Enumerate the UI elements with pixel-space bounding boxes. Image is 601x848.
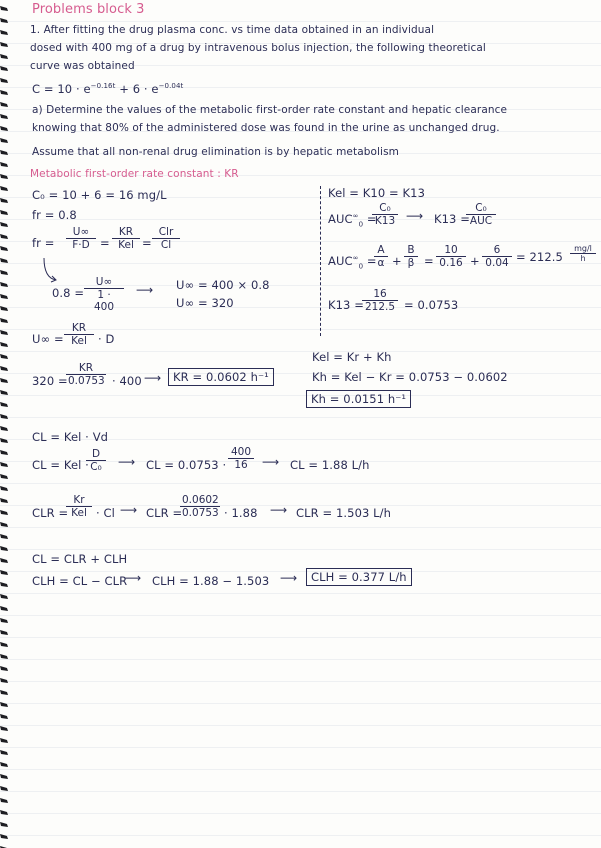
spiral-ring (0, 678, 8, 683)
fr-lhs: fr = (32, 236, 55, 250)
arrow-icon: ⟶ (406, 209, 424, 223)
spiral-ring (0, 234, 8, 239)
problem-number: 1. (30, 24, 41, 36)
kel-sum: Kel = Kr + Kh (312, 350, 392, 364)
fraction: $\frac{U\infty}{1 \cdot 400}$ (84, 276, 124, 313)
spiral-ring (0, 786, 8, 791)
spiral-ring (0, 294, 8, 299)
spiral-ring (0, 522, 8, 527)
u-result-1: U∞ = 400 × 0.8 (176, 278, 270, 292)
problem-line-1: 1. After fitting the drug plasma conc. vs time data obtained in an individual (30, 24, 435, 36)
auc-lhs: $AUC^\infty_0$ = (328, 212, 377, 229)
fraction: Kr Kel (66, 494, 92, 519)
spiral-ring (0, 114, 8, 119)
column-divider (320, 186, 321, 336)
problem-line-3: curve was obtained (30, 60, 135, 72)
spiral-ring (0, 54, 8, 59)
spiral-ring (0, 138, 8, 143)
k13-2-lhs: K13 = (328, 298, 364, 312)
auc2-lhs: $AUC^\infty_0$ = (328, 254, 377, 271)
clr-mid3: · 1.88 (224, 506, 258, 520)
spiral-ring (0, 438, 8, 443)
spiral-ring (0, 666, 8, 671)
kr-lhs: 320 = (32, 374, 68, 388)
spiral-ring (0, 306, 8, 311)
arrow-icon: ⟶ (144, 371, 162, 385)
kh-line: Kh = Kel − Kr = 0.0753 − 0.0602 (312, 370, 508, 384)
cl-sum: CL = CLR + CLH (32, 552, 128, 566)
solution-heading: Metabolic first-order rate constant : KR (30, 168, 239, 180)
question-a-line-3: Assume that all non-renal drug elimination is by hepatic metabolism (32, 146, 399, 158)
arrow-icon: ⟶ (270, 503, 288, 517)
fraction: $\frac{\text{C₀}}{K13}$ (372, 202, 398, 227)
spiral-ring (0, 354, 8, 359)
spiral-ring (0, 714, 8, 719)
spiral-ring (0, 510, 8, 515)
uinf-lhs: U∞ = (32, 332, 64, 346)
fraction: $\frac{16}{212.5}$ (362, 288, 398, 313)
spiral-ring (0, 498, 8, 503)
spiral-ring (0, 342, 8, 347)
spiral-ring (0, 462, 8, 467)
spiral-ring (0, 186, 8, 191)
spiral-ring (0, 810, 8, 815)
kr-result-box: KR = 0.0602 h⁻¹ (168, 368, 274, 386)
fraction: Clr Cl (152, 226, 180, 251)
cl-line: CL = Kel · Vd (32, 430, 109, 444)
spiral-ring (0, 654, 8, 659)
plus-sign: + (470, 254, 480, 268)
spiral-ring (0, 702, 8, 707)
plus-sign: + (392, 254, 402, 268)
spiral-ring (0, 378, 8, 383)
clr-lhs: CLR = (32, 506, 69, 520)
spiral-ring (0, 318, 8, 323)
spiral-ring (0, 102, 8, 107)
uinf-rhs: · D (98, 332, 115, 346)
spiral-ring (0, 558, 8, 563)
spiral-ring (0, 390, 8, 395)
spiral-ring (0, 66, 8, 71)
spiral-ring (0, 726, 8, 731)
spiral-ring (0, 798, 8, 803)
spiral-ring (0, 414, 8, 419)
fraction: $\frac{10}{0.16}$ (436, 244, 466, 269)
spiral-ring (0, 210, 8, 215)
fraction: $\frac{6}{0.04}$ (482, 244, 512, 269)
spiral-ring (0, 246, 8, 251)
spiral-ring (0, 450, 8, 455)
auc2-result: = 212.5 (516, 250, 563, 264)
spiral-ring (0, 174, 8, 179)
spiral-ring (0, 534, 8, 539)
spiral-ring (0, 330, 8, 335)
arrow-icon: ⟶ (124, 571, 142, 585)
cl2-mid: CL = 0.0753 · (146, 458, 227, 472)
spiral-ring (0, 162, 8, 167)
clr-result: CLR = 1.503 L/h (296, 506, 392, 520)
fraction: C₀ AUC (466, 202, 496, 227)
spiral-ring (0, 258, 8, 263)
spiral-ring (0, 474, 8, 479)
spiral-ring (0, 570, 8, 575)
kel-line: Kel = K10 = K13 (328, 186, 425, 200)
spiral-ring (0, 90, 8, 95)
spiral-ring (0, 222, 8, 227)
spiral-ring (0, 198, 8, 203)
spiral-ring (0, 6, 8, 11)
fraction: KR Kel (112, 226, 140, 251)
spiral-ring (0, 402, 8, 407)
fraction: $\frac{D}{\text{C₀}}$ (86, 448, 106, 473)
spiral-ring (0, 630, 8, 635)
equals-sign: = (424, 254, 434, 268)
spiral-ring (0, 834, 8, 839)
arrow-icon: ⟶ (136, 283, 154, 297)
u-result-2: U∞ = 320 (176, 296, 234, 310)
clr-mid2: CLR = (146, 506, 183, 520)
spiral-ring (0, 774, 8, 779)
spiral-binding (0, 0, 14, 848)
clh-mid: CLH = 1.88 − 1.503 (152, 574, 270, 588)
curve-equation: $C = 10 \cdot e^{-0.16t} + 6 \cdot e^{-0.04t}$ (32, 82, 184, 96)
page-title: Problems block 3 (32, 2, 145, 17)
spiral-ring (0, 750, 8, 755)
arrow-icon: ⟶ (262, 455, 280, 469)
unit-fraction: $\frac{mg/l}{h}$ (570, 244, 596, 263)
cl2-lhs: CL = Kel · (32, 458, 89, 472)
spiral-ring (0, 486, 8, 491)
cl2-result: CL = 1.88 L/h (290, 458, 370, 472)
curved-arrow-icon (40, 256, 60, 284)
problem-line-2: dosed with 400 mg of a drug by intravenous bolus injection, the following theoretical (30, 42, 486, 54)
clh-result-box: CLH = 0.377 L/h (306, 568, 412, 586)
spiral-ring (0, 594, 8, 599)
fr-line: fr = 0.8 (32, 208, 77, 222)
fraction: $\frac{0.0602}{0.0753}$ (182, 494, 219, 519)
spiral-ring (0, 30, 8, 35)
spiral-ring (0, 822, 8, 827)
spiral-ring (0, 618, 8, 623)
spiral-ring (0, 150, 8, 155)
spiral-ring (0, 366, 8, 371)
spiral-ring (0, 642, 8, 647)
kr-mid: · 400 (112, 374, 142, 388)
arrow-icon: ⟶ (118, 455, 136, 469)
spiral-ring (0, 738, 8, 743)
k13-lhs: K13 = (434, 212, 470, 226)
spiral-ring (0, 546, 8, 551)
spiral-ring (0, 78, 8, 83)
arrow-icon: ⟶ (280, 571, 298, 585)
fraction: $\frac{A}{\alpha}$ (374, 244, 388, 269)
question-a-line-1: a) Determine the values of the metabolic first-order rate constant and hepatic clearance (32, 104, 508, 116)
spiral-ring (0, 606, 8, 611)
clh-line: CLH = CL − CLR (32, 574, 128, 588)
fraction: KR Kel (64, 322, 94, 347)
question-a-line-2: knowing that 80% of the administered dose was found in the urine as unchanged drug. (32, 122, 500, 134)
fraction: $\frac{B}{\beta}$ (404, 244, 418, 269)
clr-mid: · Cl (96, 506, 115, 520)
fraction: $\frac{U\infty}{F\cdot D}$ (66, 226, 96, 251)
equals-sign: = (100, 236, 110, 250)
spiral-ring (0, 18, 8, 23)
spiral-ring (0, 270, 8, 275)
spiral-ring (0, 282, 8, 287)
c0-line: C₀ = 10 + 6 = 16 mg/L (32, 188, 167, 202)
arrow-icon: ⟶ (120, 503, 138, 517)
spiral-ring (0, 42, 8, 47)
spiral-ring (0, 426, 8, 431)
substitution-lhs: 0.8 = (52, 286, 85, 300)
spiral-ring (0, 690, 8, 695)
spiral-ring (0, 126, 8, 131)
fraction: $\frac{400}{16}$ (228, 446, 254, 471)
fraction: $\frac{KR}{0.0753}$ (68, 362, 105, 387)
equals-sign: = (142, 236, 152, 250)
k13-2-result: = 0.0753 (404, 298, 459, 312)
spiral-ring (0, 582, 8, 587)
kh-result-box: Kh = 0.0151 h⁻¹ (306, 390, 411, 408)
spiral-ring (0, 762, 8, 767)
